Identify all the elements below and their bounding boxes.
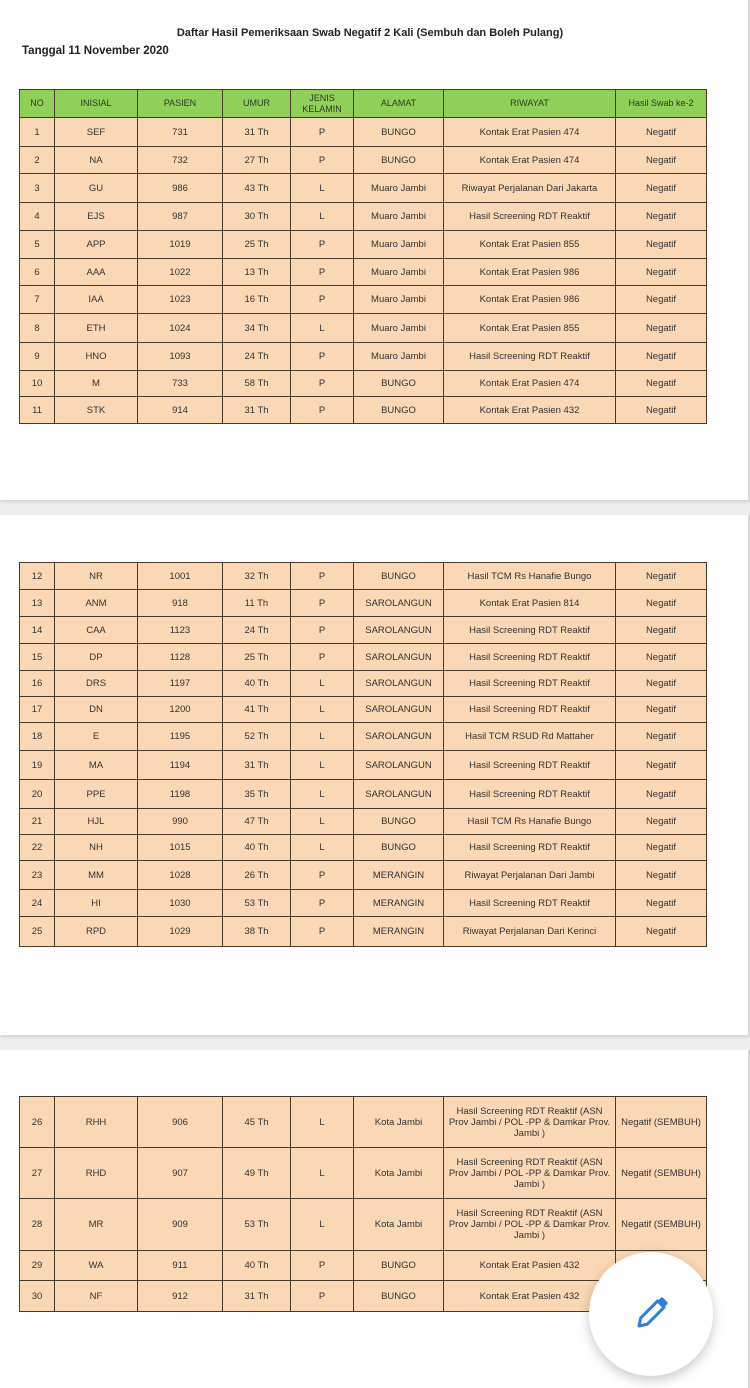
cell-jenis-kelamin: L [291,835,354,861]
cell-inisial: NR [55,563,138,590]
table-row [20,563,707,590]
cell-alamat: SAROLANGUN [354,697,444,723]
cell-alamat: BUNGO [354,1281,444,1312]
results-table-page-2 [19,562,707,947]
cell-hasil-swab: Negatif [616,697,707,723]
cell-riwayat: Hasil Screening RDT Reaktif (ASN Prov Jambi / POL -PP & Damkar Prov. Jambi ) [444,1148,616,1199]
cell-hasil-swab: Negatif [616,174,707,203]
cell-hasil-swab: Negatif [616,371,707,397]
cell-pasien: 990 [138,809,223,835]
cell-riwayat: Hasil Screening RDT Reaktif [444,780,616,809]
cell-jenis-kelamin: L [291,809,354,835]
cell-umur: 35 Th [223,780,291,809]
cell-alamat: SAROLANGUN [354,723,444,751]
cell-jenis-kelamin: P [291,861,354,890]
table-row [20,861,707,890]
cell-riwayat: Hasil TCM Rs Hanafie Bungo [444,563,616,590]
cell-hasil-swab: Negatif [616,231,707,259]
cell-riwayat: Hasil Screening RDT Reaktif [444,697,616,723]
header-kelamin: KELAMIN [302,103,342,114]
header-no: NO [20,90,55,118]
cell-no: 4 [20,203,55,231]
cell-no: 11 [20,397,55,424]
cell-umur: 52 Th [223,723,291,751]
cell-no: 25 [20,917,55,947]
cell-pasien: 1022 [138,259,223,286]
cell-hasil-swab: Negatif (SEMBUH) [616,1199,707,1251]
cell-pasien: 1123 [138,617,223,644]
header-alamat: ALAMAT [354,90,444,118]
cell-no: 1 [20,118,55,147]
cell-riwayat: Hasil Screening RDT Reaktif [444,751,616,780]
document-title: Daftar Hasil Pemeriksaan Swab Negatif 2 Kali (Sembuh dan Boleh Pulang) [176,27,564,39]
cell-jenis-kelamin: P [291,397,354,424]
cell-inisial: HJL [55,809,138,835]
cell-no: 24 [20,890,55,917]
cell-alamat: SAROLANGUN [354,644,444,671]
cell-no: 7 [20,286,55,314]
cell-pasien: 906 [138,1097,223,1148]
cell-no: 13 [20,590,55,617]
cell-pasien: 1198 [138,780,223,809]
cell-jenis-kelamin: L [291,203,354,231]
cell-pasien: 1195 [138,723,223,751]
cell-alamat: MERANGIN [354,890,444,917]
cell-riwayat: Kontak Erat Pasien 432 [444,397,616,424]
cell-hasil-swab: Negatif [616,861,707,890]
cell-alamat: BUNGO [354,835,444,861]
table-row [20,118,707,147]
cell-pasien: 907 [138,1148,223,1199]
header-umur: UMUR [223,90,291,118]
results-table-page-1 [19,89,707,424]
cell-alamat: Muaro Jambi [354,286,444,314]
cell-riwayat: Kontak Erat Pasien 432 [444,1251,616,1281]
cell-jenis-kelamin: P [291,617,354,644]
cell-jenis-kelamin: P [291,286,354,314]
cell-pasien: 986 [138,174,223,203]
cell-jenis-kelamin: P [291,118,354,147]
cell-inisial: NH [55,835,138,861]
cell-no: 29 [20,1251,55,1281]
cell-umur: 40 Th [223,671,291,697]
cell-pasien: 1001 [138,563,223,590]
cell-riwayat: Kontak Erat Pasien 432 [444,1281,616,1312]
cell-hasil-swab: Negatif [616,751,707,780]
cell-pasien: 918 [138,590,223,617]
document-page-2 [0,515,750,1035]
cell-no: 12 [20,563,55,590]
cell-no: 6 [20,259,55,286]
cell-alamat: MERANGIN [354,861,444,890]
header-inisial: INISIAL [55,90,138,118]
cell-alamat: Muaro Jambi [354,259,444,286]
cell-jenis-kelamin: P [291,590,354,617]
cell-inisial: ETH [55,314,138,343]
cell-no: 22 [20,835,55,861]
cell-inisial: GU [55,174,138,203]
cell-hasil-swab: Negatif [616,917,707,947]
cell-riwayat: Hasil Screening RDT Reaktif [444,617,616,644]
table-row [20,671,707,697]
cell-no: 17 [20,697,55,723]
cell-jenis-kelamin: L [291,314,354,343]
table-row [20,314,707,343]
table-row [20,697,707,723]
cell-riwayat: Kontak Erat Pasien 986 [444,259,616,286]
cell-hasil-swab: Negatif [616,671,707,697]
cell-umur: 31 Th [223,751,291,780]
cell-umur: 40 Th [223,835,291,861]
cell-umur: 49 Th [223,1148,291,1199]
cell-pasien: 909 [138,1199,223,1251]
table-row [20,1148,707,1199]
cell-alamat: Kota Jambi [354,1148,444,1199]
cell-umur: 13 Th [223,259,291,286]
table-row [20,397,707,424]
cell-hasil-swab: Negatif [616,343,707,371]
cell-alamat: BUNGO [354,809,444,835]
cell-alamat: SAROLANGUN [354,671,444,697]
cell-alamat: BUNGO [354,371,444,397]
cell-inisial: NA [55,147,138,174]
cell-inisial: M [55,371,138,397]
cell-hasil-swab: Negatif [616,835,707,861]
cell-alamat: Muaro Jambi [354,174,444,203]
cell-umur: 25 Th [223,644,291,671]
cell-riwayat: Kontak Erat Pasien 855 [444,314,616,343]
cell-no: 14 [20,617,55,644]
cell-inisial: HNO [55,343,138,371]
cell-umur: 34 Th [223,314,291,343]
cell-hasil-swab: Negatif [616,590,707,617]
cell-riwayat: Hasil Screening RDT Reaktif (ASN Prov Jambi / POL -PP & Damkar Prov. Jambi ) [444,1097,616,1148]
cell-riwayat: Hasil Screening RDT Reaktif (ASN Prov Jambi / POL -PP & Damkar Prov. Jambi ) [444,1199,616,1251]
cell-no: 2 [20,147,55,174]
cell-no: 10 [20,371,55,397]
cell-umur: 45 Th [223,1097,291,1148]
cell-inisial: AAA [55,259,138,286]
cell-hasil-swab: Negatif [616,286,707,314]
cell-umur: 31 Th [223,118,291,147]
cell-inisial: DN [55,697,138,723]
header-jenis: JENIS [309,92,335,103]
cell-jenis-kelamin: L [291,751,354,780]
cell-no: 26 [20,1097,55,1148]
cell-riwayat: Hasil Screening RDT Reaktif [444,644,616,671]
cell-no: 21 [20,809,55,835]
cell-jenis-kelamin: P [291,563,354,590]
cell-inisial: MR [55,1199,138,1251]
cell-inisial: DP [55,644,138,671]
cell-no: 18 [20,723,55,751]
cell-pasien: 1015 [138,835,223,861]
table-row [20,809,707,835]
cell-hasil-swab: Negatif [616,723,707,751]
table-row [20,617,707,644]
cell-alamat: Muaro Jambi [354,343,444,371]
table-header-row [20,90,707,118]
cell-umur: 53 Th [223,1199,291,1251]
document-page-1 [0,0,750,500]
header-hasil-swab: Hasil Swab ke-2 [616,90,707,118]
cell-umur: 43 Th [223,174,291,203]
cell-alamat: Kota Jambi [354,1199,444,1251]
cell-no: 19 [20,751,55,780]
cell-no: 27 [20,1148,55,1199]
cell-inisial: RHD [55,1148,138,1199]
cell-pasien: 1019 [138,231,223,259]
cell-inisial: EJS [55,203,138,231]
cell-riwayat: Hasil TCM Rs Hanafie Bungo [444,809,616,835]
cell-umur: 24 Th [223,343,291,371]
cell-jenis-kelamin: L [291,671,354,697]
table-row [20,917,707,947]
cell-hasil-swab: Negatif (SEMBUH) [616,1097,707,1148]
cell-no: 23 [20,861,55,890]
cell-inisial: HI [55,890,138,917]
table-row [20,644,707,671]
cell-pasien: 1023 [138,286,223,314]
table-row [20,835,707,861]
cell-no: 9 [20,343,55,371]
cell-riwayat: Kontak Erat Pasien 474 [444,118,616,147]
table-row [20,174,707,203]
cell-no: 8 [20,314,55,343]
table-row [20,590,707,617]
cell-pasien: 1197 [138,671,223,697]
cell-pasien: 912 [138,1281,223,1312]
cell-jenis-kelamin: P [291,371,354,397]
cell-hasil-swab: Negatif [616,644,707,671]
cell-umur: 38 Th [223,917,291,947]
cell-umur: 41 Th [223,697,291,723]
cell-pasien: 914 [138,397,223,424]
cell-umur: 11 Th [223,590,291,617]
cell-pasien: 1028 [138,861,223,890]
cell-hasil-swab: Negatif [616,780,707,809]
cell-alamat: SAROLANGUN [354,617,444,644]
cell-umur: 53 Th [223,890,291,917]
cell-inisial: PPE [55,780,138,809]
cell-alamat: SAROLANGUN [354,590,444,617]
cell-pasien: 1093 [138,343,223,371]
pencil-icon [628,1291,674,1337]
cell-umur: 16 Th [223,286,291,314]
cell-alamat: SAROLANGUN [354,751,444,780]
cell-hasil-swab: Negatif [616,809,707,835]
table-row [20,147,707,174]
cell-alamat: Muaro Jambi [354,231,444,259]
cell-no: 16 [20,671,55,697]
table-row [20,371,707,397]
cell-umur: 24 Th [223,617,291,644]
edit-fab-button[interactable] [589,1252,713,1376]
cell-umur: 58 Th [223,371,291,397]
table-row [20,286,707,314]
table-row [20,203,707,231]
cell-inisial: DRS [55,671,138,697]
table-row [20,890,707,917]
cell-jenis-kelamin: P [291,259,354,286]
cell-alamat: BUNGO [354,563,444,590]
cell-umur: 25 Th [223,231,291,259]
cell-jenis-kelamin: L [291,697,354,723]
cell-no: 3 [20,174,55,203]
cell-inisial: CAA [55,617,138,644]
cell-jenis-kelamin: P [291,231,354,259]
cell-hasil-swab: Negatif [616,397,707,424]
cell-inisial: NF [55,1281,138,1312]
cell-riwayat: Kontak Erat Pasien 986 [444,286,616,314]
cell-inisial: MM [55,861,138,890]
cell-riwayat: Riwayat Perjalanan Dari Jambi [444,861,616,890]
cell-riwayat: Hasil Screening RDT Reaktif [444,343,616,371]
table-row [20,343,707,371]
cell-inisial: IAA [55,286,138,314]
cell-alamat: MERANGIN [354,917,444,947]
cell-hasil-swab: Negatif [616,118,707,147]
cell-inisial: MA [55,751,138,780]
cell-pasien: 911 [138,1251,223,1281]
cell-jenis-kelamin: P [291,1251,354,1281]
table-row [20,259,707,286]
cell-hasil-swab: Negatif [616,890,707,917]
cell-inisial: SEF [55,118,138,147]
cell-umur: 27 Th [223,147,291,174]
cell-pasien: 732 [138,147,223,174]
cell-alamat: BUNGO [354,118,444,147]
document-date: Tanggal 11 November 2020 [22,45,169,57]
cell-inisial: RPD [55,917,138,947]
cell-riwayat: Hasil Screening RDT Reaktif [444,203,616,231]
cell-riwayat: Kontak Erat Pasien 814 [444,590,616,617]
cell-hasil-swab: Negatif [616,203,707,231]
cell-no: 20 [20,780,55,809]
cell-pasien: 1194 [138,751,223,780]
table-row [20,780,707,809]
table-row [20,751,707,780]
cell-hasil-swab: Negatif [616,617,707,644]
cell-pasien: 1029 [138,917,223,947]
cell-umur: 31 Th [223,1281,291,1312]
cell-pasien: 1128 [138,644,223,671]
cell-no: 5 [20,231,55,259]
cell-umur: 30 Th [223,203,291,231]
cell-pasien: 1200 [138,697,223,723]
cell-riwayat: Hasil Screening RDT Reaktif [444,890,616,917]
cell-inisial: RHH [55,1097,138,1148]
cell-jenis-kelamin: P [291,917,354,947]
cell-jenis-kelamin: L [291,1199,354,1251]
header-jenis-kelamin [291,90,354,118]
cell-jenis-kelamin: P [291,890,354,917]
cell-inisial: STK [55,397,138,424]
cell-alamat: Muaro Jambi [354,203,444,231]
cell-jenis-kelamin: P [291,644,354,671]
cell-umur: 32 Th [223,563,291,590]
header-pasien: PASIEN [138,90,223,118]
cell-hasil-swab: Negatif [616,147,707,174]
cell-alamat: SAROLANGUN [354,780,444,809]
cell-alamat: BUNGO [354,147,444,174]
table-row [20,723,707,751]
cell-no: 15 [20,644,55,671]
cell-hasil-swab: Negatif [616,259,707,286]
cell-hasil-swab: Negatif (SEMBUH) [616,1148,707,1199]
cell-jenis-kelamin: L [291,174,354,203]
cell-jenis-kelamin: L [291,1097,354,1148]
cell-riwayat: Hasil Screening RDT Reaktif [444,835,616,861]
cell-riwayat: Kontak Erat Pasien 474 [444,371,616,397]
cell-umur: 31 Th [223,397,291,424]
cell-pasien: 987 [138,203,223,231]
cell-inisial: ANM [55,590,138,617]
cell-jenis-kelamin: L [291,1148,354,1199]
cell-jenis-kelamin: P [291,147,354,174]
cell-jenis-kelamin: L [291,723,354,751]
cell-pasien: 1024 [138,314,223,343]
cell-riwayat: Riwayat Perjalanan Dari Kerinci [444,917,616,947]
cell-umur: 40 Th [223,1251,291,1281]
cell-no: 30 [20,1281,55,1312]
cell-riwayat: Riwayat Perjalanan Dari Jakarta [444,174,616,203]
cell-hasil-swab: Negatif [616,563,707,590]
cell-inisial: APP [55,231,138,259]
cell-riwayat: Kontak Erat Pasien 474 [444,147,616,174]
cell-inisial: E [55,723,138,751]
cell-jenis-kelamin: P [291,343,354,371]
cell-riwayat: Hasil TCM RSUD Rd Mattaher [444,723,616,751]
cell-riwayat: Kontak Erat Pasien 855 [444,231,616,259]
table-row [20,231,707,259]
cell-hasil-swab: Negatif [616,314,707,343]
header-riwayat: RIWAYAT [444,90,616,118]
cell-jenis-kelamin: L [291,780,354,809]
cell-alamat: BUNGO [354,397,444,424]
cell-riwayat: Hasil Screening RDT Reaktif [444,671,616,697]
table-row [20,1199,707,1251]
cell-pasien: 733 [138,371,223,397]
cell-pasien: 731 [138,118,223,147]
cell-no: 28 [20,1199,55,1251]
cell-umur: 47 Th [223,809,291,835]
cell-alamat: Muaro Jambi [354,314,444,343]
cell-umur: 26 Th [223,861,291,890]
cell-alamat: Kota Jambi [354,1097,444,1148]
cell-jenis-kelamin: P [291,1281,354,1312]
cell-alamat: BUNGO [354,1251,444,1281]
cell-inisial: WA [55,1251,138,1281]
table-row [20,1097,707,1148]
cell-pasien: 1030 [138,890,223,917]
